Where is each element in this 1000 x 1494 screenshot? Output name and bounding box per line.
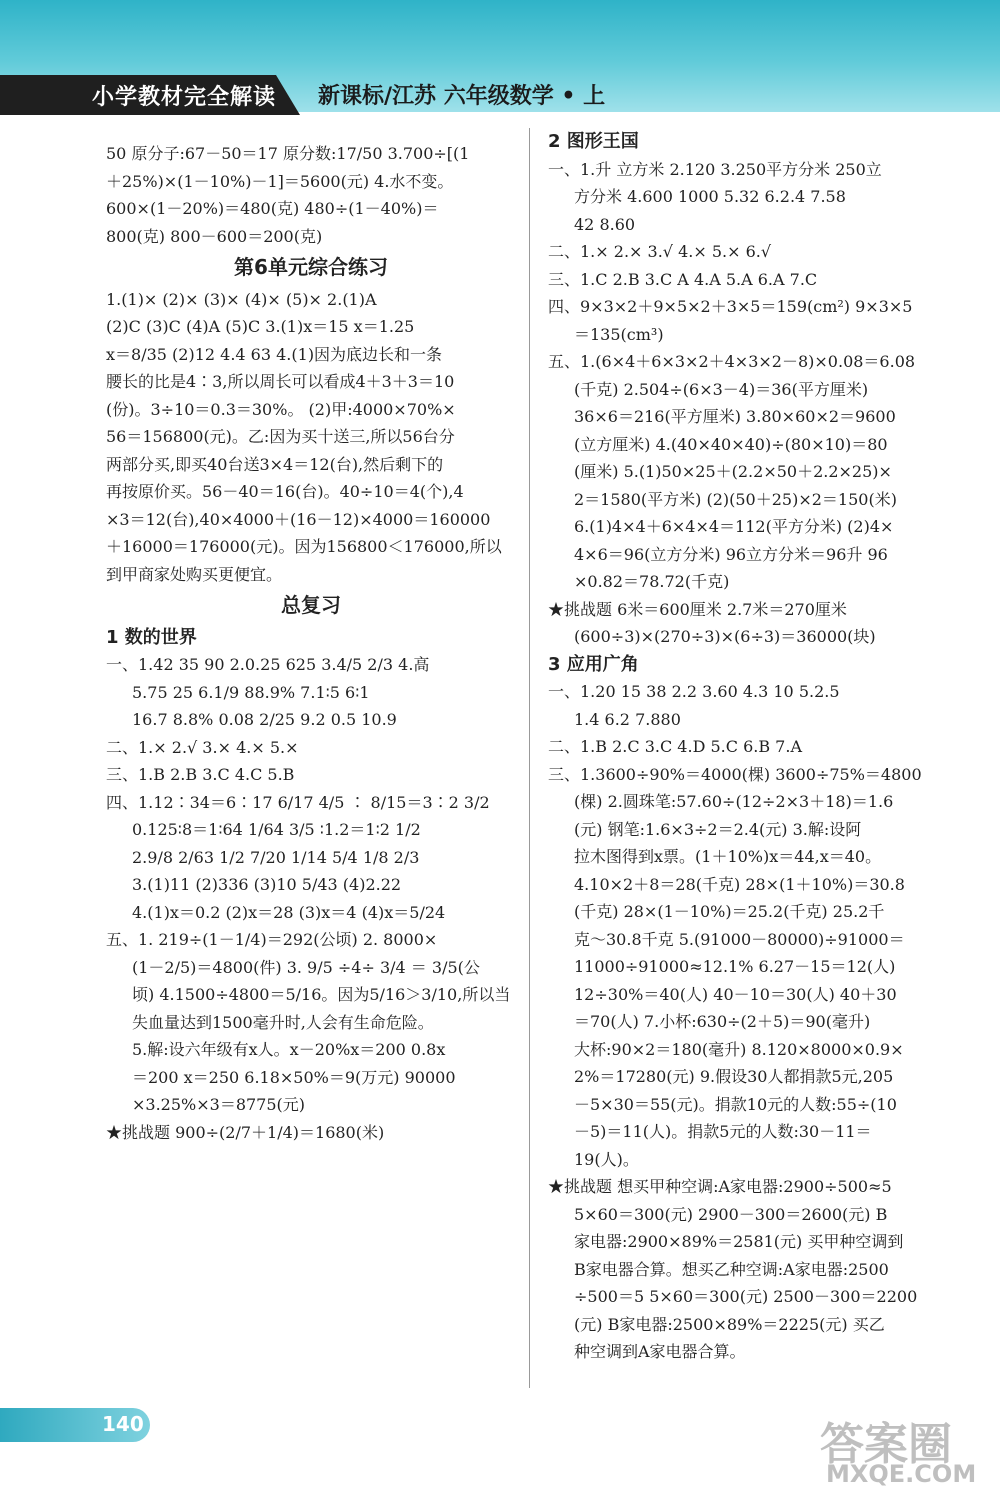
answer-line: ×3.25%×3＝8775(元) (132, 1095, 306, 1114)
answer-line: 三、1.C 2.B 3.C A 4.A 5.A 6.A 7.C (548, 269, 818, 289)
answer-line: 1.4 6.2 7.880 (574, 709, 681, 729)
answer-line: 一、1.20 15 38 2.2 3.60 4.3 10 5.2.5 (548, 682, 840, 701)
answer-line: 2.9/8 2/63 1/2 7/20 1/14 5/4 1/8 2/3 (132, 847, 420, 867)
answer-line: ×0.82＝78.72(千克) (574, 572, 730, 591)
answer-line: 两部分买,即买40台送3×4＝12(台),然后剩下的 (106, 454, 444, 474)
answer-line: 36×6＝216(平方厘米) 3.80×60×2＝9600 (574, 407, 896, 426)
answer-line: 16.7 8.8% 0.08 2/25 9.2 0.5 10.9 (132, 710, 397, 729)
answer-line: 12÷30%＝40(人) 40－10＝30(人) 40＋30 (574, 984, 897, 1004)
answer-line: (千克) 2.504÷(6×3－4)＝36(平方厘米) (574, 379, 869, 399)
answer-line: 一、1.升 立方米 2.120 3.250平方分米 250立 (548, 159, 882, 179)
answer-line: ÷500＝5 5×60＝300(元) 2500－300＝2200 (574, 1287, 918, 1306)
book-brand: 小学教材完全解读 (92, 85, 277, 110)
left-column (106, 140, 516, 1146)
answer-line: (千克) 28×(1－10%)＝25.2(千克) 25.2千 (574, 902, 885, 921)
page-number: 140 (102, 1412, 144, 1436)
answer-line: (2)C (3)C (4)A (5)C 3.(1)x＝15 x＝1.25 (106, 317, 415, 336)
answer-line: 二、1.× 2.× 3.√ 4.× 5.× 6.√ (548, 242, 772, 261)
answer-line: 4.(1)x＝0.2 (2)x＝28 (3)x＝4 (4)x＝5/24 (132, 902, 446, 922)
watermark-logo: 答案圈 (820, 1419, 952, 1470)
answer-line: 2＝1580(平方米) (2)(50＋25)×2＝150(米) (574, 489, 897, 509)
answer-line: －5)＝11(人)。捐款5元的人数:30－11＝ (574, 1122, 872, 1141)
answer-line: ＋16000＝176000(元)。因为156800＜176000,所以 (106, 537, 502, 556)
answer-line: B家电器合算。想买乙种空调:A家电器:2500 (574, 1259, 889, 1279)
answer-line: (元) B家电器:2500×89%＝2225(元) 买乙 (574, 1314, 885, 1334)
answer-line: ★挑战题 6米＝600厘米 2.7米＝270厘米 (548, 599, 847, 619)
watermark-url: MXQE.COM (826, 1460, 977, 1488)
answer-line: 二、1.B 2.C 3.C 4.D 5.C 6.B 7.A (548, 737, 803, 756)
answer-line: (份)。3÷10＝0.3＝30%。 (2)甲:4000×70%× (106, 399, 456, 419)
subsection-title: 2 图形王国 (548, 131, 639, 152)
answer-line: ＝200 x＝250 6.18×50%＝9(万元) 90000 (132, 1067, 456, 1087)
answer-line: 1.(1)× (2)× (3)× (4)× (5)× 2.(1)A (106, 289, 377, 309)
answer-line: 克～30.8千克 5.(91000－80000)÷91000＝ (574, 929, 905, 949)
answer-line: 19(人)。 (574, 1149, 639, 1169)
answer-line: (立方厘米) 4.(40×40×40)÷(80×10)＝80 (574, 434, 888, 454)
answer-line: (600÷3)×(270÷3)×(6÷3)＝36000(块) (574, 627, 876, 646)
answer-line: 50 原分子:67－50＝17 原分数:17/50 3.700÷[(1 (106, 144, 470, 163)
section-heading: 第6单元综合练习 (234, 255, 388, 279)
right-column (548, 128, 968, 1366)
answer-line: 四、1.12∶34＝6∶17 6/17 4/5 ∶ 8/15＝3∶2 3/2 (106, 792, 490, 812)
answer-line: (厘米) 5.(1)50×25＋(2.2×50＋2.2×25)× (574, 462, 892, 481)
answer-line: －5×30＝55(元)。捐款10元的人数:55÷(10 (574, 1094, 897, 1114)
column-divider (529, 128, 530, 1388)
answer-line: (1－2/5)＝4800(件) 3. 9/5 ÷4÷ 3/4 ＝ 3/5(公 (132, 957, 480, 977)
answer-line: (棵) 2.圆珠笔:57.60÷(12÷2×3＋18)＝1.6 (574, 792, 894, 811)
answer-line: 拉木图得到x票。(1＋10%)x＝44,x＝40。 (574, 847, 882, 866)
answer-line: 顷) 4.1500÷4800＝5/16。因为5/16＞3/10,所以当 (132, 985, 511, 1004)
answer-line: 方分米 4.600 1000 5.32 6.2.4 7.58 (574, 187, 846, 206)
answer-line: 五、1.(6×4＋6×3×2＋4×3×2－8)×0.08＝6.08 (548, 352, 916, 371)
answer-line: 家电器:2900×89%＝2581(元) 买甲种空调到 (574, 1232, 904, 1251)
answer-line: 到甲商家处购买更便宜。 (106, 564, 283, 584)
answer-line: ★挑战题 900÷(2/7＋1/4)＝1680(米) (106, 1122, 385, 1142)
answer-line: 5.解:设六年级有x人。x－20%x＝200 0.8x (132, 1040, 446, 1059)
answer-line: (元) 钢笔:1.6×3÷2＝2.4(元) 3.解:设阿 (574, 819, 862, 839)
answer-line: 大杯:90×2＝180(毫升) 8.120×8000×0.9× (574, 1039, 904, 1059)
answer-line: 再按原价买。56－40＝16(台)。40÷10＝4(个),4 (106, 482, 464, 501)
answer-line: 腰长的比是4∶3,所以周长可以看成4＋3＋3＝10 (106, 372, 455, 391)
answer-line: 42 8.60 (574, 214, 636, 234)
answer-line: ＋25%)×(1－10%)－1]＝5600(元) 4.水不变。 (106, 171, 454, 191)
answer-line: 0.125∶8＝1∶64 1/64 3/5 ∶1.2＝1∶2 1/2 (132, 820, 421, 839)
answer-line: 4.10×2＋8＝28(千克) 28×(1＋10%)＝30.8 (574, 874, 905, 894)
answer-line: 6.(1)4×4＋6×4×4＝112(平方分米) (2)4× (574, 517, 894, 536)
answer-line: 800(克) 800－600＝200(克) (106, 226, 323, 246)
answer-line: 11000÷91000≈12.1% 6.27－15＝12(人) (574, 957, 896, 976)
answer-line: 5.75 25 6.1/9 88.9% 7.1∶5 6∶1 (132, 682, 370, 702)
book-subtitle: 新课标/江苏 六年级数学 • 上 (318, 83, 606, 109)
answer-line: 失血量达到1500毫升时,人会有生命危险。 (132, 1012, 434, 1032)
answer-line: ×3＝12(台),40×4000＋(16－12)×4000＝160000 (106, 509, 491, 529)
answer-line: ＝70(人) 7.小杯:630÷(2＋5)＝90(毫升) (574, 1012, 871, 1031)
answer-line: 600×(1－20%)＝480(克) 480÷(1－40%)＝ (106, 199, 439, 218)
answer-line: x＝8/35 (2)12 4.4 63 4.(1)因为底边长和一条 (106, 344, 443, 364)
answer-line: 二、1.× 2.√ 3.× 4.× 5.× (106, 737, 299, 757)
answer-line: ＝135(cm³) (574, 324, 664, 344)
section-heading: 总复习 (281, 593, 341, 617)
subsection-title: 3 应用广角 (548, 653, 639, 675)
answer-line: 4×6＝96(立方分米) 96立方分米＝96升 96 (574, 544, 888, 564)
answer-line: 种空调到A家电器合算。 (574, 1342, 746, 1361)
answer-line: 2%＝17280(元) 9.假设30人都捐款5元,205 (574, 1067, 894, 1086)
answer-line: 56＝156800(元)。乙:因为买十送三,所以56台分 (106, 427, 455, 446)
answer-line: 3.(1)11 (2)336 (3)10 5/43 (4)2.22 (132, 875, 402, 894)
answer-line: 四、9×3×2＋9×5×2＋3×5＝159(cm²) 9×3×5 (548, 297, 913, 316)
answer-line: 三、1.3600÷90%＝4000(棵) 3600÷75%＝4800 (548, 764, 922, 784)
subsection-title: 1 数的世界 (106, 626, 197, 648)
answer-line: 5×60＝300(元) 2900－300＝2600(元) B (574, 1204, 888, 1224)
answer-line: 五、1. 219÷(1－1/4)＝292(公顷) 2. 8000× (106, 930, 438, 949)
answer-line: ★挑战题 想买甲种空调:A家电器:2900÷500≈5 (548, 1177, 892, 1196)
answer-line: 三、1.B 2.B 3.C 4.C 5.B (106, 765, 295, 784)
answer-line: 一、1.42 35 90 2.0.25 625 3.4/5 2/3 4.高 (106, 655, 430, 674)
